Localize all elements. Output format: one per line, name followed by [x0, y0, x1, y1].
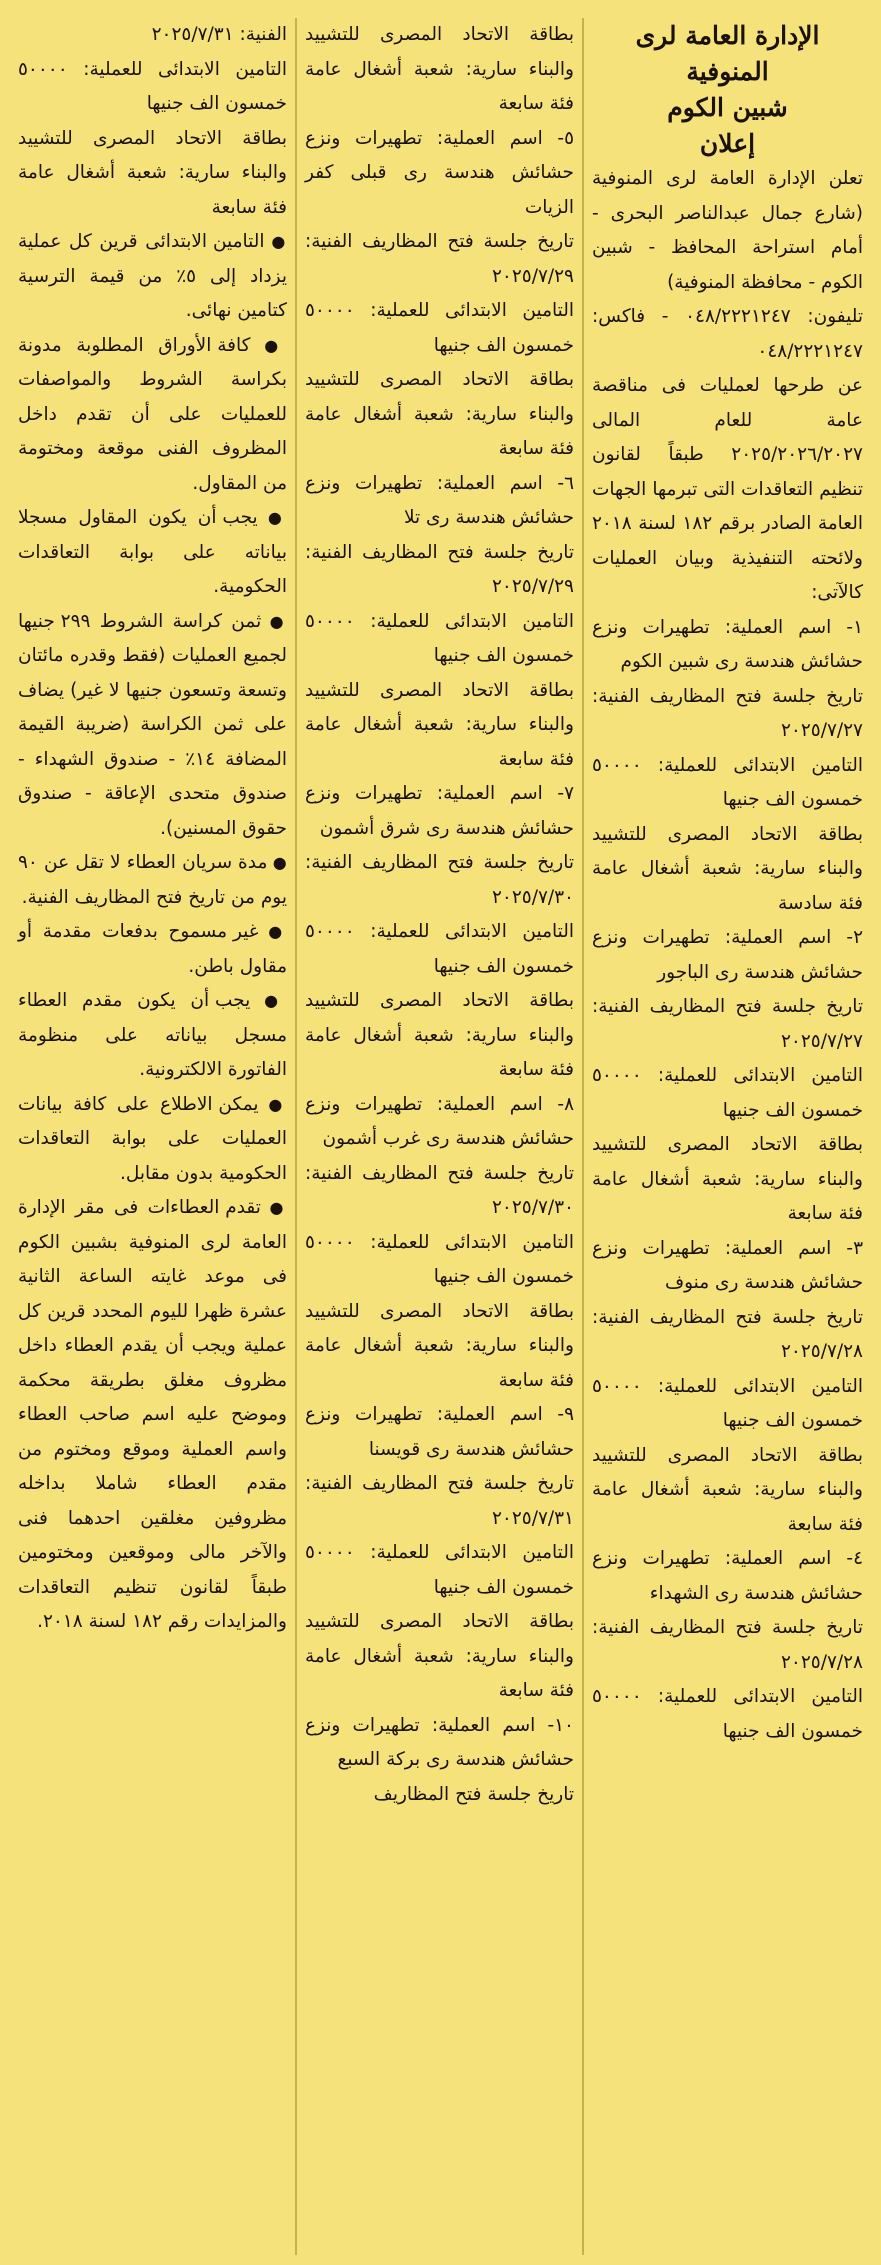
operation-5-name: ٥- اسم العملية: تطهيرات ونزع حشائش هندسة رى قبلى كفر الزيات: [305, 127, 574, 218]
operation-5-card: بطاقة الاتحاد المصرى للتشييد والبناء سارية: شعبة أشغال عامة فئة سابعة: [305, 369, 574, 459]
operation-10-name: ١٠- اسم العملية: تطهيرات ونزع حشائش هندسة رى بركة السبع: [305, 1714, 574, 1770]
condition-submission: ● تقدم العطاءات فى مقر الإدارة العامة لرى المنوفية بشبين الكوم فى موعد غايته الساعة الثانية عشرة ظهرا لليوم المحدد قرين كل عملية ويجب أن يقدم العطاء داخل مظروف مغلق بطريقة محكمة وموضح عليه اسم صاحب العطاء واسم العملية وموقع ومختوم من مقدم العطاء شاملا بداخله مظروفين مغلقين احدهما فنى والآخر مالى وموقعين ومختومين طبقاً لقانون تنظيم التعاقدات والمزايدات رقم ١٨٢ لسنة ٢٠١٨.: [18, 1191, 287, 1640]
operation-9-deposit: التامين الابتدائى للعملية: ٥٠٠٠٠ خمسون الف جنيها: [305, 1542, 574, 1598]
operation-1-deposit: التامين الابتدائى للعملية: ٥٠٠٠٠ خمسون الف جنيها: [592, 754, 863, 810]
operation-3-name: ٣- اسم العملية: تطهيرات ونزع حشائش هندسة رى منوف: [592, 1237, 863, 1293]
header-announcement: إعلان: [699, 129, 756, 158]
operation-7-name: ٧- اسم العملية: تطهيرات ونزع حشائش هندسة رى شرق أشمون: [305, 783, 574, 839]
operation-10-date-end: الفنية: ٢٠٢٥/٧/٣١: [151, 24, 287, 45]
operation-6-date: تاريخ جلسة فتح المظاريف الفنية: ٢٠٢٥/٧/٢٩: [305, 541, 574, 597]
operation-4-date: تاريخ جلسة فتح المظاريف الفنية: ٢٠٢٥/٧/٢٨: [592, 1617, 863, 1673]
operation-2-name: ٢- اسم العملية: تطهيرات ونزع حشائش هندسة رى الباجور: [592, 927, 863, 983]
operation-3-date: تاريخ جلسة فتح المظاريف الفنية: ٢٠٢٥/٧/٢٨: [592, 1306, 863, 1362]
operation-4-name: ٤- اسم العملية: تطهيرات ونزع حشائش هندسة رى الشهداء: [592, 1548, 863, 1604]
operation-8-name: ٨- اسم العملية: تطهيرات ونزع حشائش هندسة رى غرب أشمون: [305, 1093, 574, 1149]
operation-2-deposit: التامين الابتدائى للعملية: ٥٠٠٠٠ خمسون الف جنيها: [592, 1065, 863, 1121]
operation-2-card: بطاقة الاتحاد المصرى للتشييد والبناء سارية: شعبة أشغال عامة فئة سابعة: [592, 1134, 863, 1224]
operation-7-deposit: التامين الابتدائى للعملية: ٥٠٠٠٠ خمسون الف جنيها: [305, 921, 574, 977]
intro-paragraph: تعلن الإدارة العامة لرى المنوفية (شارع جمال عبدالناصر البحرى - أمام استراحة المحافظ - شبين الكوم - محافظة المنوفية): [592, 168, 863, 293]
operation-1-date: تاريخ جلسة فتح المظاريف الفنية: ٢٠٢٥/٧/٢٧: [592, 685, 863, 741]
contact-phones: تليفون: ٠٤٨/٢٢٢١٢٤٧ - فاكس: ٠٤٨/٢٢٢١٢٤٧: [592, 306, 863, 362]
operation-9-date: تاريخ جلسة فتح المظاريف الفنية: ٢٠٢٥/٧/٣١: [305, 1473, 574, 1529]
operation-6-card: بطاقة الاتحاد المصرى للتشييد والبناء سارية: شعبة أشغال عامة فئة سابعة: [305, 679, 574, 770]
column-right: [584, 18, 871, 2255]
operation-10-date-start: تاريخ جلسة فتح المظاريف: [373, 1783, 574, 1805]
operation-2-date: تاريخ جلسة فتح المظاريف الفنية: ٢٠٢٥/٧/٢٧: [592, 996, 863, 1052]
operation-3-card: بطاقة الاتحاد المصرى للتشييد والبناء سارية: شعبة أشغال عامة فئة سابعة: [592, 1444, 863, 1535]
column-middle: [297, 18, 584, 2255]
operation-7-date: تاريخ جلسة فتح المظاريف الفنية: ٢٠٢٥/٧/٣٠: [305, 852, 574, 908]
operation-7-card: بطاقة الاتحاد المصرى للتشييد والبناء سارية: شعبة أشغال عامة فئة سابعة: [305, 990, 574, 1080]
operation-10-card: بطاقة الاتحاد المصرى للتشييد والبناء سارية: شعبة أشغال عامة فئة سابعة: [18, 127, 287, 218]
operation-8-deposit: التامين الابتدائى للعملية: ٥٠٠٠٠ خمسون الف جنيها: [305, 1231, 574, 1287]
operation-9-name: ٩- اسم العملية: تطهيرات ونزع حشائش هندسة رى قويسنا: [305, 1404, 574, 1460]
condition-portal-access: ● يمكن الاطلاع على كافة بيانات العمليات على بوابة التعاقدات الحكومية بدون مقابل.: [18, 1088, 287, 1192]
operation-4-card: بطاقة الاتحاد المصرى للتشييد والبناء سارية: شعبة أشغال عامة فئة سابعة: [305, 24, 574, 114]
condition-no-advance: ● غير مسموح بدفعات مقدمة أو مقاول باطن.: [18, 915, 287, 984]
header-city: شبين الكوم: [667, 93, 788, 122]
condition-registration: ● يجب أن يكون المقاول مسجلا بياناته على بوابة التعاقدات الحكومية.: [18, 501, 287, 605]
operation-4-deposit: التامين الابتدائى للعملية: ٥٠٠٠٠ خمسون الف جنيها: [592, 1686, 863, 1742]
operation-10-deposit: التامين الابتدائى للعملية: ٥٠٠٠٠ خمسون الف جنيها: [18, 58, 287, 114]
condition-required-papers: ● كافة الأوراق المطلوبة مدونة بكراسة الشروط والمواصفات للعمليات على أن تقدم داخل المظروف الفنى موقعة ومختومة من المقاول.: [18, 329, 287, 502]
column-left: [10, 18, 297, 2255]
operation-5-date: تاريخ جلسة فتح المظاريف الفنية: ٢٠٢٥/٧/٢٩: [305, 231, 574, 287]
operation-6-name: ٦- اسم العملية: تطهيرات ونزع حشائش هندسة رى تلا: [305, 472, 574, 528]
header-authority: الإدارة العامة لرى المنوفية: [635, 21, 820, 86]
condition-booklet-price: ● ثمن كراسة الشروط ٢٩٩ جنيها لجميع العمليات (فقط وقدره مائتان وتسعة وتسعون جنيها لا غير) يضاف على ثمن الكراسة (ضريبة القيمة المضافة ١٤٪ - صندوق الشهداء - صندوق متحدى الإعاقة - صندوق حقوق المسنين).: [18, 605, 287, 847]
operation-8-date: تاريخ جلسة فتح المظاريف الفنية: ٢٠٢٥/٧/٣٠: [305, 1162, 574, 1218]
condition-e-invoice: ● يجب أن يكون مقدم العطاء مسجل بياناته على منظومة الفاتورة الالكترونية.: [18, 984, 287, 1088]
tender-statement: عن طرحها لعمليات فى مناقصة عامة للعام المالى ٢٠٢٥/٢٠٢٦/٢٠٢٧ طبقاً لقانون تنظيم التعاقدات التى تبرمها الجهات العامة الصادر برقم ١٨٢ لسنة ٢٠١٨ ولائحته التنفيذية وبيان العمليات كالآتى:: [592, 375, 863, 603]
condition-final-deposit: ● التامين الابتدائى قرين كل عملية يزداد إلى ٥٪ من قيمة الترسية كتامين نهائى.: [18, 225, 287, 329]
operation-1-card: بطاقة الاتحاد المصرى للتشييد والبناء سارية: شعبة أشغال عامة فئة سادسة: [592, 823, 863, 914]
operation-5-deposit: التامين الابتدائى للعملية: ٥٠٠٠٠ خمسون الف جنيها: [305, 300, 574, 356]
operation-1-name: ١- اسم العملية: تطهيرات ونزع حشائش هندسة رى شبين الكوم: [592, 616, 863, 672]
operation-6-deposit: التامين الابتدائى للعملية: ٥٠٠٠٠ خمسون الف جنيها: [305, 610, 574, 666]
operation-3-deposit: التامين الابتدائى للعملية: ٥٠٠٠٠ خمسون الف جنيها: [592, 1375, 863, 1431]
operation-9-card: بطاقة الاتحاد المصرى للتشييد والبناء سارية: شعبة أشغال عامة فئة سابعة: [305, 1611, 574, 1701]
condition-validity: ● مدة سريان العطاء لا تقل عن ٩٠ يوم من تاريخ فتح المظاريف الفنية.: [18, 846, 287, 915]
operation-8-card: بطاقة الاتحاد المصرى للتشييد والبناء سارية: شعبة أشغال عامة فئة سابعة: [305, 1300, 574, 1391]
